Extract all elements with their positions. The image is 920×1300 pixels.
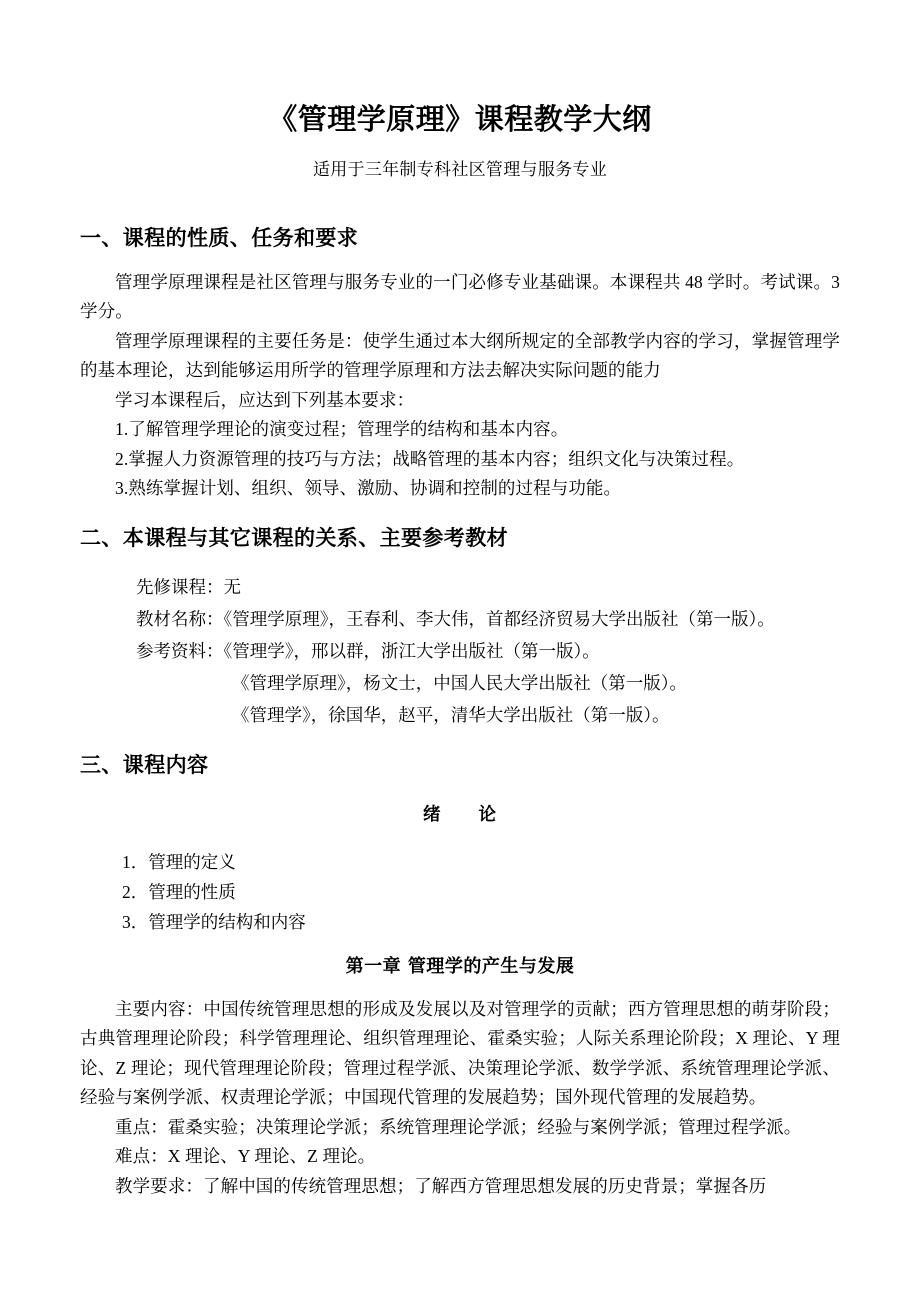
introduction-heading: 绪 论 bbox=[423, 804, 497, 825]
list-item-number: 2． bbox=[122, 882, 149, 903]
section-one-paragraph-1: 管理学原理课程是社区管理与服务专业的一门必修专业基础课。本课程共 48 学时。考试课。3 学分。 bbox=[80, 271, 840, 322]
document-subtitle: 适用于三年制专科社区管理与服务专业 bbox=[312, 160, 608, 180]
list-item-number: 3． bbox=[122, 912, 149, 933]
list-item bbox=[80, 877, 840, 907]
textbook-name-line: 教材名称：《管理学原理》，王春利、李大伟，首都经济贸易大学出版社（第一版）。 bbox=[136, 609, 775, 630]
chapter-one-body bbox=[80, 978, 840, 1202]
chapter-one-teaching-requirements: 教学要求：了解中国的传统管理思想；了解西方管理思想发展的历史背景；掌握各历 bbox=[115, 1175, 767, 1196]
section-one-requirement-2: 2.掌握人力资源管理的技巧与方法；战略管理的基本内容；组织文化与决策过程。 bbox=[115, 448, 745, 469]
section-one-paragraph-3: 学习本课程后，应达到下列基本要求： bbox=[115, 389, 415, 410]
list-item-label: 管理学的结构和内容 bbox=[148, 912, 306, 933]
prerequisite-course-line: 先修课程：无 bbox=[136, 577, 241, 598]
section-one-requirement-3: 3.熟练掌握计划、组织、领导、激励、协调和控制的过程与功能。 bbox=[115, 478, 622, 499]
reference-block bbox=[80, 551, 840, 731]
list-item bbox=[80, 847, 840, 877]
introduction-outline-list bbox=[80, 825, 840, 937]
chapter-one-heading: 第一章 管理学的产生与发展 bbox=[345, 956, 575, 978]
section-one-requirement-1: 1.了解管理学理论的演变过程；管理学的结构和基本内容。 bbox=[115, 419, 569, 440]
section-heading-three: 三、课程内容 bbox=[80, 753, 209, 778]
list-item bbox=[80, 907, 840, 937]
section-one-paragraph-2: 管理学原理课程的主要任务是：使学生通过本大纲所规定的全部教学内容的学习，掌握管理学的基本理论，达到能够运用所学的管理学原理和方法去解决实际问题的能力 bbox=[80, 330, 840, 381]
section-heading-one: 一、课程的性质、任务和要求 bbox=[80, 225, 359, 250]
chapter-one-key-points: 重点：霍桑实验；决策理论学派；系统管理理论学派；经验与案例学派；管理过程学派。 bbox=[115, 1116, 802, 1137]
chapter-one-main-content: 主要内容：中国传统管理思想的形成及发展以及对管理学的贡献；西方管理思想的萌芽阶段；古典管理理论阶段；科学管理理论、组织管理理论、霍桑实验；人际关系理论阶段；X 理论、Y 理论、Z 理论；现代管理理论阶段；管理过程学派、决策理论学派、数学学派、系统管理理论学派、经验与案例学派、权责理论学派；中国现代管理的发展趋势；国外现代管理的发展趋势。 bbox=[80, 998, 840, 1108]
reference-material-line-2: 《管理学原理》，杨文士，中国人民大学出版社（第一版）。 bbox=[232, 673, 687, 694]
list-item-number: 1． bbox=[122, 852, 149, 873]
list-item-label: 管理的性质 bbox=[148, 882, 236, 903]
document-title: 《管理学原理》课程教学大纲 bbox=[268, 102, 652, 136]
chapter-one-difficult-points: 难点：X 理论、Y 理论、Z 理论。 bbox=[115, 1146, 376, 1167]
section-heading-two: 二、本课程与其它课程的关系、主要参考教材 bbox=[80, 525, 508, 550]
list-item-label: 管理的定义 bbox=[148, 852, 236, 873]
reference-material-line-1: 参考资料：《管理学》，邢以群，浙江大学出版社（第一版）。 bbox=[136, 641, 600, 662]
document-content bbox=[80, 0, 840, 1201]
reference-material-line-3: 《管理学》，徐国华，赵平，清华大学出版社（第一版）。 bbox=[232, 705, 670, 726]
